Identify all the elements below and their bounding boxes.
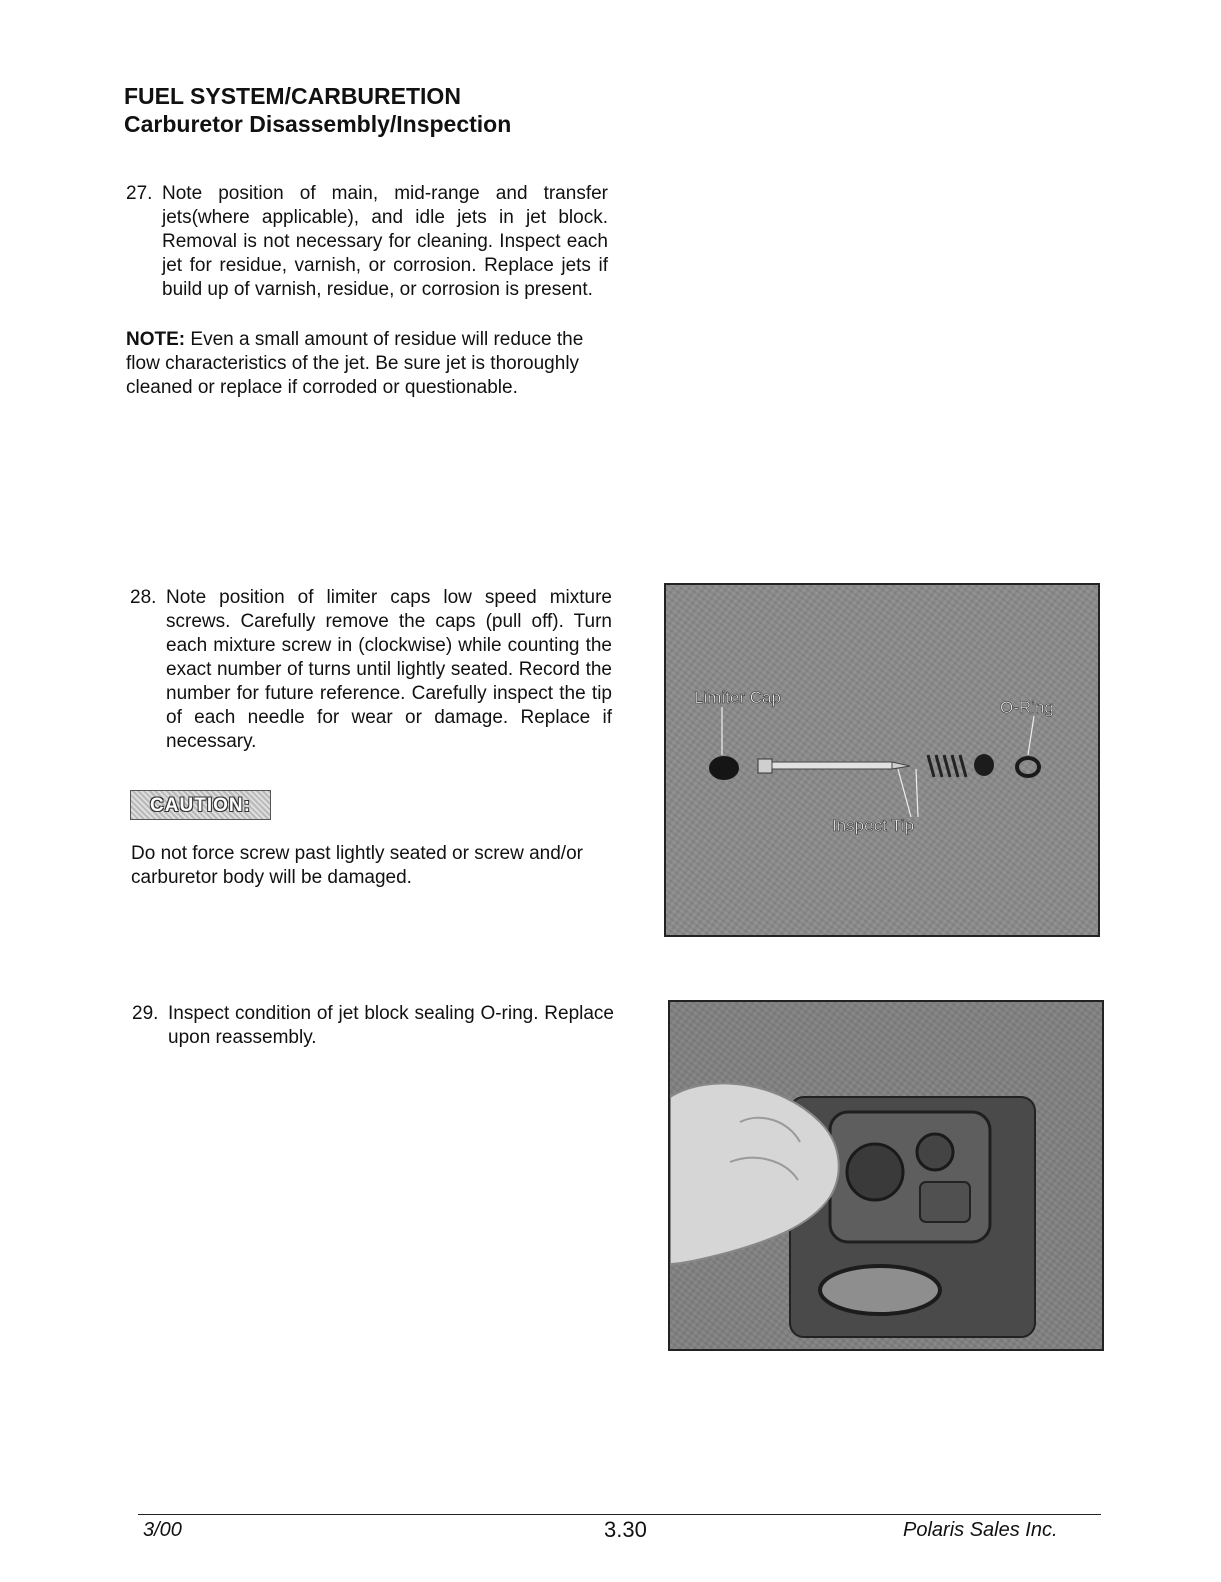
page-subtitle: Carburetor Disassembly/Inspection <box>124 111 512 137</box>
step-number: 27. <box>126 183 153 204</box>
step-text: Note position of limiter caps low speed mixture screws. Carefully remove the caps (pull off). Turn each mixture screw in (clockwise) while counting the exact number of turns until lightly seated. Record the number for future reference. Carefully inspect the tip of each needle for wear or damage. Replace if necessary. <box>166 587 612 752</box>
step-number: 28. <box>130 587 157 608</box>
limiter-cap-photo <box>664 583 1100 937</box>
step-number: 29. <box>132 1003 159 1024</box>
footer-date: 3/00 <box>143 1519 182 1541</box>
step-text: Inspect condition of jet block sealing O-ring. Replace upon reassembly. <box>168 1003 614 1048</box>
step-text: Note position of main, mid-range and transfer jets(where applicable), and idle jets in jet block. Removal is not necessary for cleaning. Inspect each jet for residue, varnish, or corrosion. Replace jets if build up of varnish, residue, or corrosion is present. <box>162 183 608 300</box>
limiter-cap-part <box>709 756 739 780</box>
caution-badge: CAUTION: <box>130 790 271 820</box>
step-29 <box>132 1002 614 1050</box>
caution-text: Do not force screw past lightly seated or screw and/or carburetor body will be damaged. <box>131 843 583 888</box>
chapter-title: FUEL SYSTEM/CARBURETION <box>124 83 461 109</box>
section-title <box>124 82 511 138</box>
label-limiter-cap: Limiter Cap <box>694 688 781 707</box>
label-o-ring: O-Ring <box>1000 698 1054 717</box>
footer-rule <box>138 1514 1101 1515</box>
label-inspect-tip: Inspect Tip <box>832 816 915 835</box>
jet-block-photo <box>668 1000 1104 1351</box>
page-number: 3.30 <box>604 1517 647 1542</box>
footer-company: Polaris Sales Inc. <box>903 1519 1058 1541</box>
step-28 <box>130 586 612 754</box>
note-label: NOTE: <box>126 329 186 350</box>
step-27 <box>126 182 608 302</box>
note <box>126 328 610 400</box>
jet-block-illustration <box>670 1002 1102 1349</box>
note-text: Even a small amount of residue will reduce the flow characteristics of the jet. Be sure jet is thoroughly cleaned or replace if corroded or questionable. <box>126 329 584 398</box>
limiter-cap-illustration <box>666 585 1098 935</box>
